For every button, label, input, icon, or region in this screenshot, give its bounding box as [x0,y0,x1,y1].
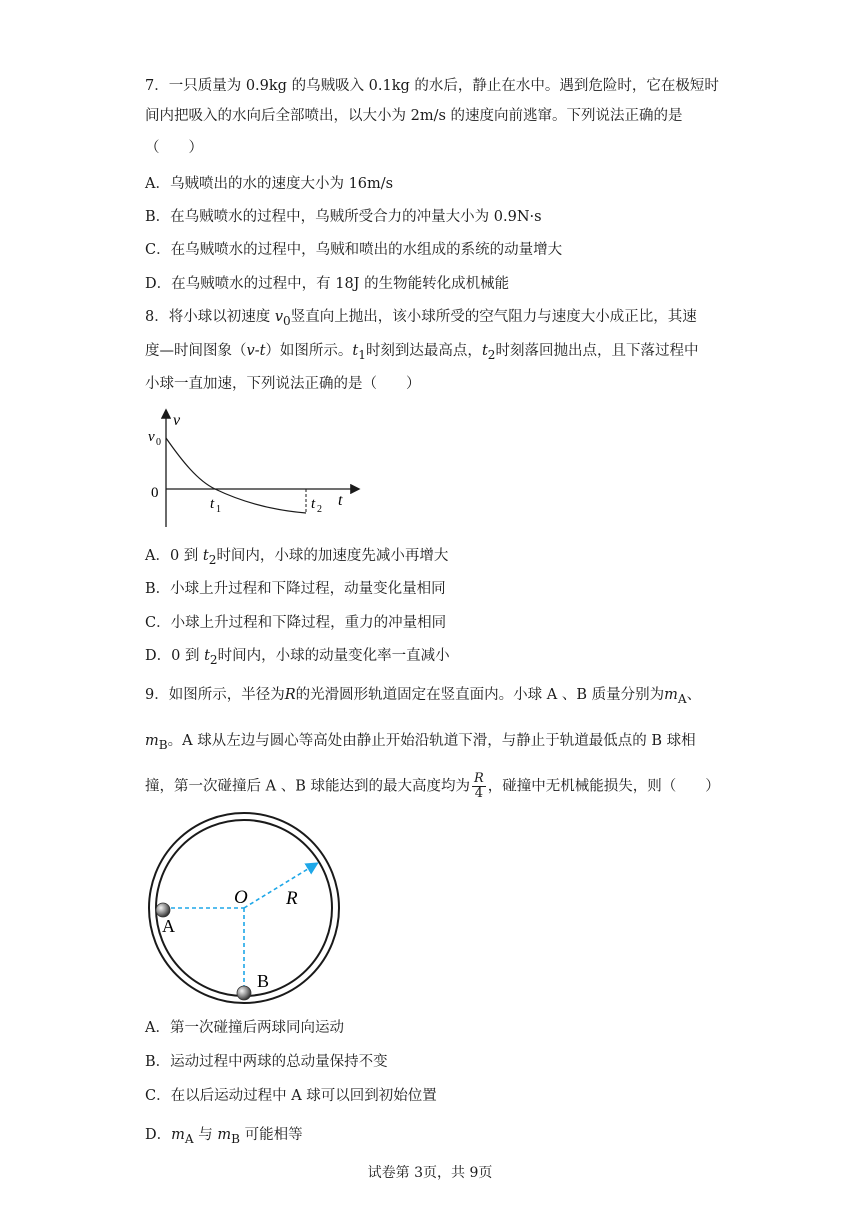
q8-stem-line-3: 小球一直加速，下列说法正确的是（ ） [145,376,421,392]
q8-option-d: D．0 到 $t_2$时间内，小球的动量变化率一直减小 [145,648,450,667]
q7-stem-line-2: 间内把吸入的水向后全部喷出，以大小为 2m/s 的速度向前逃窜。下列说法正确的是 [145,108,683,124]
vt-curve [166,438,306,513]
vt-graph [140,405,370,530]
q7-option-b: B．在乌贼喷水的过程中，乌贼所受合力的冲量大小为 0.9N·s [145,209,542,225]
q8-stem-line-1: 8．将小球以初速度 $v_0$竖直向上抛出，该小球所受的空气阻力与速度大小成正比，其速 [145,309,697,328]
q9-stem-line-2: $m_B$。A 球从左边与圆心等高处由静止开始沿轨道下滑，与静止于轨道最低点的 B 球相 [145,733,696,752]
q7-option-a: A．乌贼喷出的水的速度大小为 16m/s [145,176,394,192]
q9-stem-line-3: 撞，第一次碰撞后 A 、B 球能达到的最大高度均为 $\frac{R}{4}$ ，碰撞中无机械能损失，则（ ） [145,771,720,801]
v-axis-label: v [173,412,181,429]
center-o-label: O [234,887,248,908]
v0-label: v [148,429,155,445]
t2-label: t [311,496,316,512]
q9-option-a: A．第一次碰撞后两球同向运动 [145,1020,344,1036]
ball-b-label: B [257,971,270,991]
page-footer: 试卷第 3页，共 9页 [367,1165,493,1181]
q8-option-c: C．小球上升过程和下降过程，重力的冲量相同 [145,615,447,631]
t2-subscript: 2 [317,504,322,515]
q7-option-c: C．在乌贼喷水的过程中，乌贼和喷出的水组成的系统的动量增大 [145,242,563,258]
q9-option-d: D．$m_A$ 与 $m_B$ 可能相等 [145,1127,303,1146]
q9-option-b: B．运动过程中两球的总动量保持不变 [145,1054,388,1070]
q9-stem-line-1: 9．如图所示，半径为R的光滑圆形轨道固定在竖直面内。小球 A 、B 质量分别为$m_A$、 [145,687,702,706]
v0-subscript: 0 [156,437,161,448]
t1-label: t [210,496,215,512]
q7-option-d: D．在乌贼喷水的过程中，有 18J 的生物能转化成机械能 [145,276,510,292]
ball-a [156,903,170,917]
r-over-4-fraction: $\frac{R}{4}$ [473,771,484,801]
circular-track-figure [144,812,344,1012]
radius-arrow [244,864,316,908]
origin-zero-label: 0 [151,485,159,501]
ball-b [237,986,251,1000]
q9-option-c: C．在以后运动过程中 A 球可以回到初始位置 [145,1088,437,1104]
q8-option-a: A．0 到 $t_2$时间内，小球的加速度先减小再增大 [145,548,449,567]
t1-subscript: 1 [216,504,221,515]
q7-stem-line-1: 7．一只质量为 0.9kg 的乌贼吸入 0.1kg 的水后，静止在水中。遇到危险时，它在极短时 [145,78,719,94]
q8-stem-line-2: 度—时间图象（v-t）如图所示。$t_1$时刻到达最高点，$t_2$时刻落回抛出点，且下落过程中 [145,343,699,362]
q8-option-b: B．小球上升过程和下降过程，动量变化量相同 [145,581,446,597]
t-axis-label: t [338,492,343,509]
radius-r-label: R [286,888,298,909]
ball-a-label: A [162,916,175,936]
q7-answer-blank: （ ） [145,140,203,156]
